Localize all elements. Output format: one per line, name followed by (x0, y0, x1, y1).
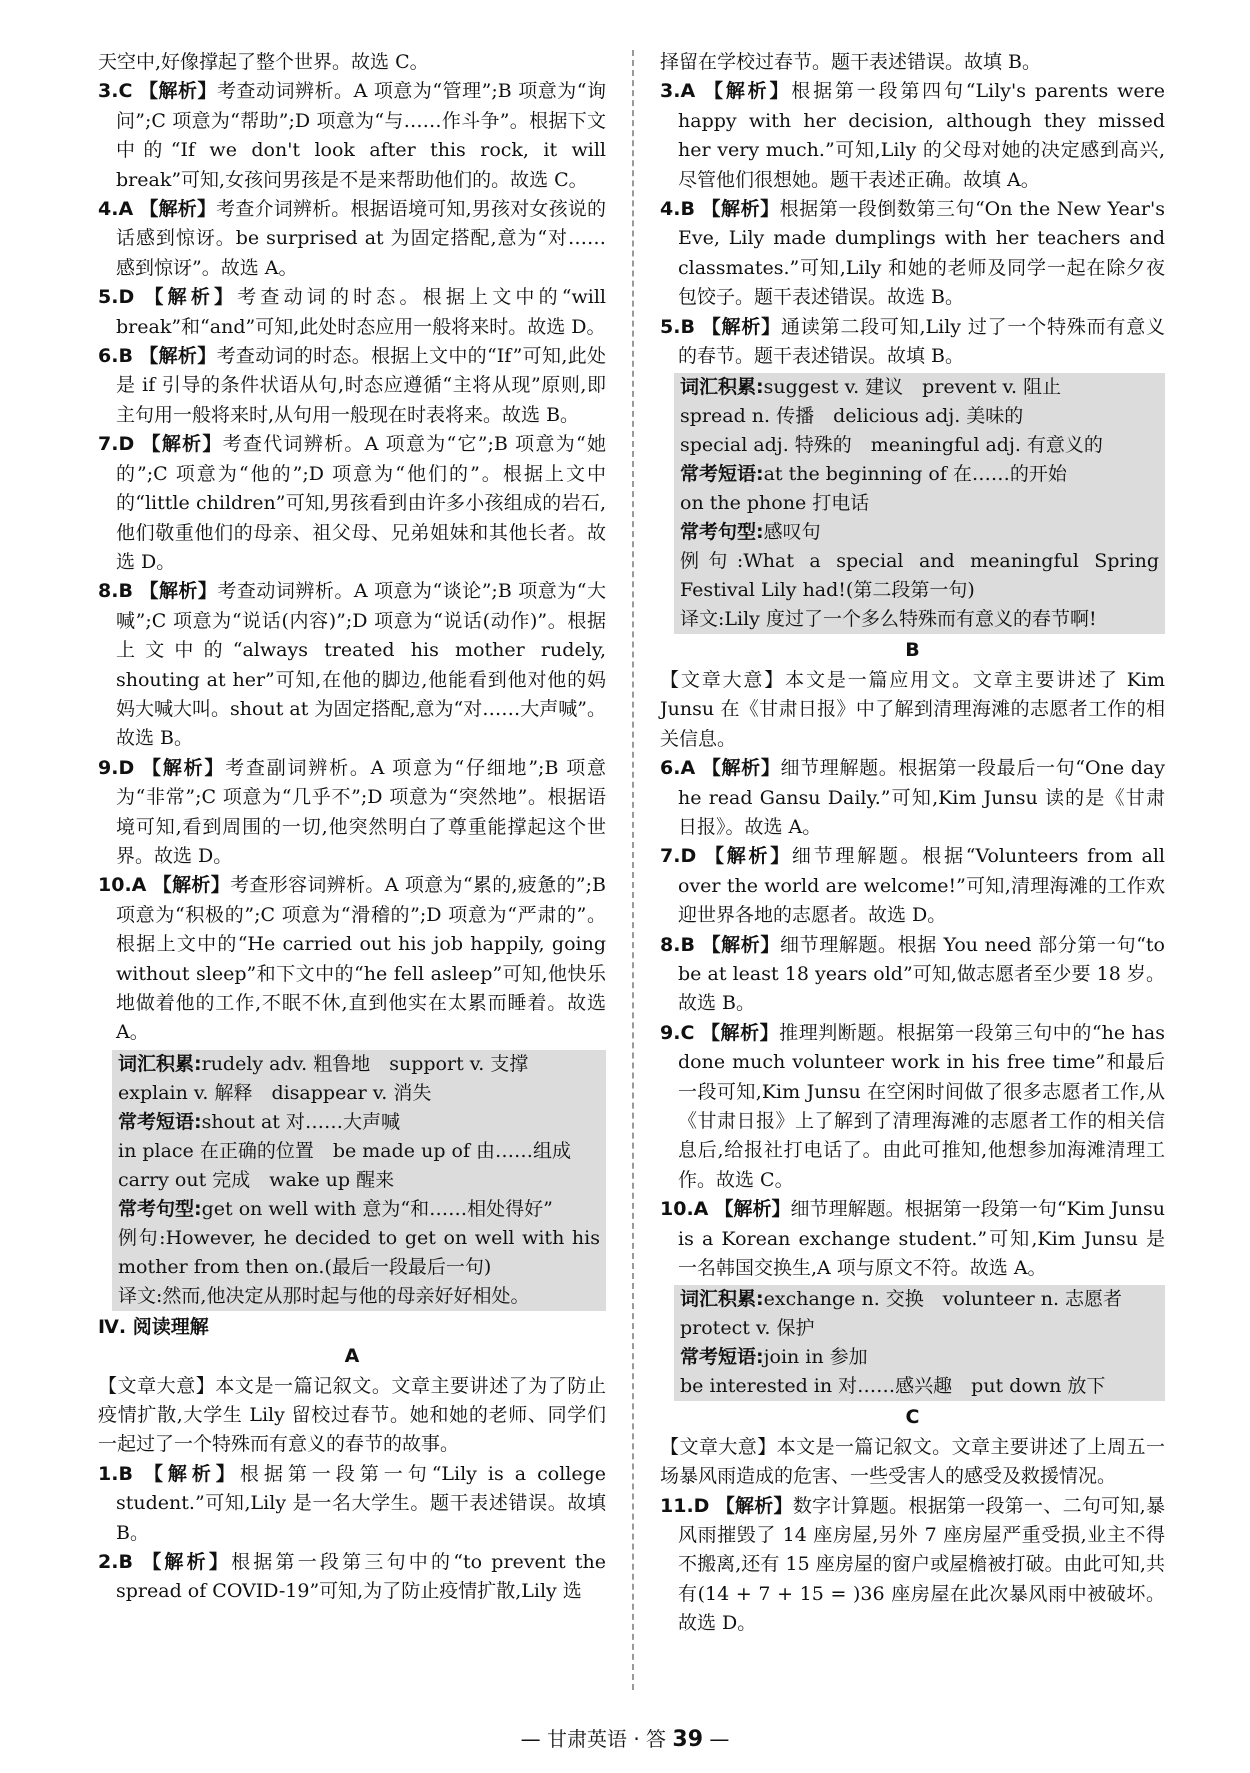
right-column (660, 48, 1165, 1639)
vocabulary-text: on the phone 打电话 (680, 492, 870, 515)
answer-item (660, 77, 1165, 195)
column-divider (632, 50, 634, 1690)
passage-heading: B (905, 639, 920, 662)
vocabulary-line (118, 1137, 600, 1166)
answer-explanation: 根据第一段第四句“Lily's parents were happy with her decision, although they missed her very much.”可知,Lily 的父母对她的决定感到高兴,尽管他们很想她。题干表述正确。故填 A。 (678, 80, 1165, 191)
left-column (98, 48, 606, 1607)
analysis-tag: 【解析】 (138, 80, 217, 103)
vocabulary-text: be interested in 对……感兴趣 put down 放下 (680, 1375, 1106, 1398)
analysis-tag: 【解析】 (700, 1021, 780, 1044)
vocabulary-line (118, 1166, 600, 1195)
answer-number: 8.B (98, 580, 133, 603)
page-number: 39 (672, 1727, 704, 1752)
vocabulary-line (680, 1314, 1159, 1343)
answer-item (660, 754, 1165, 842)
vocabulary-line (680, 605, 1159, 634)
vocabulary-line (680, 460, 1159, 489)
answer-explanation: 根据第一段第三句中的“to prevent the spread of COVID-19”可知,为了防止疫情扩散,Lily 选 (116, 1551, 606, 1603)
vocabulary-label: 词汇积累: (118, 1052, 202, 1075)
answer-number: 9.D (98, 756, 135, 779)
answer-explanation: 推理判断题。根据第一段第三句中的“he has done much volunteer work in his free time”和最后一段可知,Kim Junsu 在空闲时间做了很多志愿者工作,从《甘肃日报》上了解到了清理海滩的志愿者工作的相关信息后,给报社打电话了。由此可推知,他想参加海滩清理工作。故选 C。 (678, 1021, 1165, 1191)
analysis-tag: 【解析】 (144, 286, 238, 309)
analysis-tag: 【解析】 (701, 315, 781, 338)
analysis-tag: 【解析】 (152, 874, 231, 897)
vocabulary-line (680, 431, 1159, 460)
answer-item (660, 1019, 1165, 1195)
vocabulary-label: 常考短语: (680, 463, 764, 486)
analysis-tag: 【解析】 (139, 580, 218, 603)
answer-explanation: 考查动词辨析。A 项意为“谈论”;B 项意为“大喊”;C 项意为“说话(内容)”;D 项意为“说话(动作)”。根据上文中的“always treated his mother rudely, shouting at her”可知,在他的脚边,他能看到他对他的妈妈大喊大叫。shout at 为固定搭配,意为“对……大声喊”。故选 B。 (116, 580, 606, 750)
vocabulary-box (112, 1050, 606, 1311)
vocabulary-text: explain v. 解释 disappear v. 消失 (118, 1081, 432, 1104)
analysis-tag: 【解析】 (704, 80, 792, 103)
answer-number: 10.A (98, 874, 147, 897)
answer-item (98, 577, 606, 753)
answer-explanation: 考查动词的时态。根据上文中的“If”可知,此处是 if 引导的条件状语从句,时态应遵循“主将从现”原则,即主句用一般将来时,从句用一般现在时表将来。故选 B。 (116, 345, 606, 426)
answer-item (98, 430, 606, 577)
vocabulary-text: at the beginning of 在……的开始 (763, 463, 1067, 486)
vocabulary-text: 例句:What a special and meaningful Spring Festival Lily had!(第二段第一句) (680, 550, 1159, 602)
vocabulary-label: 常考句型: (118, 1197, 202, 1220)
answer-item (98, 195, 606, 283)
vocabulary-line (118, 1050, 600, 1079)
vocabulary-text: 译文:Lily 度过了一个多么特殊而有意义的春节啊! (680, 608, 1097, 631)
passage-heading: C (905, 1406, 920, 1429)
analysis-tag: 【解析】 (701, 757, 781, 780)
vocabulary-text: 感叹句 (763, 521, 821, 544)
answer-item (660, 931, 1165, 1019)
vocabulary-line (680, 402, 1159, 431)
answer-explanation: 考查代词辨析。A 项意为“它”;B 项意为“她的”;C 项意为“他的”;D 项意为“他们的”。根据上文中的“little children”可知,男孩看到由许多小孩组成的岩石,他们敬重他们的母亲、祖父母、兄弟姐妹和其他长者。故选 D。 (116, 433, 606, 573)
answer-number: 6.B (98, 345, 133, 368)
vocabulary-text: protect v. 保护 (680, 1317, 815, 1340)
answer-number: 5.B (660, 315, 695, 338)
answer-explanation: 通读第二段可知,Lily 过了一个特殊而有意义的春节。题干表述错误。故填 B。 (678, 315, 1165, 368)
vocabulary-line (680, 518, 1159, 547)
vocabulary-text: 译文:然而,他决定从那时起与他的母亲好好相处。 (118, 1284, 530, 1307)
vocabulary-line (118, 1195, 600, 1224)
answer-item (660, 1492, 1165, 1639)
analysis-tag: 【解析】 (139, 345, 217, 368)
analysis-tag: 【解析】 (143, 1462, 240, 1485)
answer-explanation: 细节理解题。根据第一段第一句“Kim Junsu is a Korean exchange student.”可知,Kim Junsu 是一名韩国交换生,A 项与原文不符。故选 A。 (678, 1198, 1165, 1279)
vocabulary-line (118, 1282, 600, 1311)
analysis-tag: 【解析】 (142, 756, 226, 779)
vocabulary-line (680, 489, 1159, 518)
answer-item (98, 1460, 606, 1548)
answer-item (98, 871, 606, 1047)
vocabulary-text: exchange n. 交换 volunteer n. 志愿者 (763, 1288, 1123, 1311)
paragraph: 【文章大意】本文是一篇记叙文。文章主要讲述了上周五一场暴风雨造成的危害、一些受害人的感受及救援情况。 (660, 1435, 1165, 1488)
vocabulary-text: special adj. 特殊的 meaningful adj. 有意义的 (680, 434, 1103, 457)
vocabulary-text: shout at 对……大声喊 (201, 1110, 400, 1133)
paragraph: 【文章大意】本文是一篇应用文。文章主要讲述了 Kim Junsu 在《甘肃日报》中了解到清理海滩的志愿者工作的相关信息。 (660, 668, 1165, 750)
paragraph: 【文章大意】本文是一篇记叙文。文章主要讲述了为了防止疫情扩散,大学生 Lily 留校过春节。她和她的老师、同学们一起过了一个特殊而有意义的春节的故事。 (98, 1374, 606, 1456)
analysis-tag: 【解析】 (705, 845, 792, 868)
answer-number: 8.B (660, 933, 695, 956)
answer-explanation: 考查副词辨析。A 项意为“仔细地”;B 项意为“非常”;C 项意为“几乎不”;D 项意为“突然地”。根据语境可知,看到周围的一切,他突然明白了尊重能撑起这个世界。故选 D。 (116, 756, 606, 867)
answer-explanation: 考查动词辨析。A 项意为“管理”;B 项意为“询问”;C 项意为“帮助”;D 项意为“与……作斗争”。根据下文中的“If we don't look after this rock, it will break”可知,女孩问男孩是不是来帮助他们的。故选 C。 (116, 80, 606, 191)
answer-number: 5.D (98, 286, 135, 309)
answer-explanation: 考查动词的时态。根据上文中的“will break”和“and”可知,此处时态应用一般将来时。故选 D。 (116, 286, 606, 338)
answer-number: 3.C (98, 80, 133, 103)
vocabulary-label: 词汇积累: (680, 376, 764, 399)
answer-number: 2.B (98, 1551, 133, 1574)
passage-heading: A (344, 1345, 360, 1368)
answer-item (98, 77, 606, 195)
answer-explanation: 根据第一段倒数第三句“On the New Year's Eve, Lily made dumplings with her teachers and classmates.”可知,Lily 和她的老师及同学一起在除夕夜包饺子。题干表述错误。故选 B。 (678, 198, 1165, 309)
answer-explanation: 考查形容词辨析。A 项意为“累的,疲惫的”;B 项意为“积极的”;C 项意为“滑稽的”;D 项意为“严肃的”。根据上文中的“He carried out his job happily, going without sleep”和下文中的“he fell asleep”可知,他快乐地做着他的工作,不眠不休,直到他实在太累而睡着。故选 A。 (116, 874, 606, 1044)
answer-number: 6.A (660, 757, 696, 780)
vocabulary-line (118, 1079, 600, 1108)
vocabulary-text: in place 在正确的位置 be made up of 由……组成 (118, 1139, 572, 1162)
vocabulary-line (680, 1285, 1159, 1314)
vocabulary-text: 例句:However, he decided to get on well with his mother from then on.(最后一段最后一句) (118, 1226, 600, 1278)
answer-number: 4.A (98, 198, 134, 221)
analysis-tag: 【解析】 (141, 433, 223, 456)
analysis-tag: 【解析】 (715, 1494, 793, 1517)
paragraph: 天空中,好像撑起了整个世界。故选 C。 (98, 51, 429, 73)
answer-number: 4.B (660, 198, 695, 221)
vocabulary-text: join in 参加 (763, 1346, 868, 1369)
analysis-tag: 【解析】 (701, 198, 780, 221)
answer-number: 7.D (660, 845, 697, 868)
answer-number: 3.A (660, 80, 696, 103)
answer-item (660, 842, 1165, 930)
vocabulary-text: suggest v. 建议 prevent v. 阻止 (763, 376, 1062, 399)
answer-explanation: 细节理解题。根据“Volunteers from all over the world are welcome!”可知,清理海滩的工作欢迎世界各地的志愿者。故选 D。 (678, 845, 1165, 927)
answer-explanation: 数字计算题。根据第一段第一、二句可知,暴风雨摧毁了 14 座房屋,另外 7 座房屋严重受损,业主不得不搬离,还有 15 座房屋的窗户或屋檐被打破。由此可知,共有(14 + 7 + 15 = )36 座房屋在此次暴风雨中被破坏。故选 D。 (678, 1494, 1165, 1635)
vocabulary-label: 常考短语: (118, 1110, 202, 1133)
answer-number: 10.A (660, 1198, 709, 1221)
paragraph: 择留在学校过春节。题干表述错误。故填 B。 (660, 51, 1042, 73)
vocabulary-text: get on well with 意为“和……相处得好” (201, 1197, 553, 1220)
vocabulary-line (680, 373, 1159, 402)
answer-item (98, 754, 606, 872)
vocabulary-line (118, 1224, 600, 1282)
vocabulary-line (118, 1108, 600, 1137)
footer-text: — 甘肃英语 · 答 (520, 1727, 667, 1751)
answer-number: 1.B (98, 1462, 133, 1485)
vocabulary-text: rudely adv. 粗鲁地 support v. 支撑 (201, 1052, 529, 1075)
answer-explanation: 细节理解题。根据第一段最后一句“One day he read Gansu Daily.”可知,Kim Junsu 读的是《甘肃日报》。故选 A。 (678, 757, 1165, 838)
vocabulary-line (680, 1372, 1159, 1401)
vocabulary-text: carry out 完成 wake up 醒来 (118, 1168, 395, 1191)
vocabulary-box (674, 373, 1165, 634)
answer-item (98, 1548, 606, 1607)
answer-number: 7.D (98, 433, 135, 456)
footer-tail: — (709, 1727, 730, 1751)
answer-item (98, 283, 606, 342)
answer-number: 11.D (660, 1494, 710, 1517)
page-footer (0, 1723, 1250, 1752)
vocabulary-line (680, 547, 1159, 605)
vocabulary-line (680, 1343, 1159, 1372)
analysis-tag: 【解析】 (142, 1551, 232, 1574)
answer-item (98, 342, 606, 430)
section-heading: Ⅳ. 阅读理解 (98, 1315, 209, 1338)
vocabulary-label: 常考句型: (680, 521, 764, 544)
answer-explanation: 细节理解题。根据 You need 部分第一句“to be at least 18 years old”可知,做志愿者至少要 18 岁。故选 B。 (678, 933, 1165, 1015)
answer-item (660, 195, 1165, 313)
answer-item (660, 1195, 1165, 1283)
analysis-tag: 【解析】 (701, 933, 780, 956)
vocabulary-label: 词汇积累: (680, 1288, 764, 1311)
vocabulary-box (674, 1285, 1165, 1401)
analysis-tag: 【解析】 (714, 1198, 791, 1221)
analysis-tag: 【解析】 (139, 198, 217, 221)
answer-explanation: 考查介词辨析。根据语境可知,男孩对女孩说的话感到惊讶。be surprised at 为固定搭配,意为“对……感到惊讶”。故选 A。 (116, 198, 606, 279)
answer-number: 9.C (660, 1021, 695, 1044)
vocabulary-label: 常考短语: (680, 1346, 764, 1369)
vocabulary-text: spread n. 传播 delicious adj. 美味的 (680, 405, 1024, 428)
answer-item (660, 313, 1165, 372)
answer-explanation: 根据第一段第一句“Lily is a college student.”可知,Lily 是一名大学生。题干表述错误。故填 B。 (116, 1462, 606, 1544)
